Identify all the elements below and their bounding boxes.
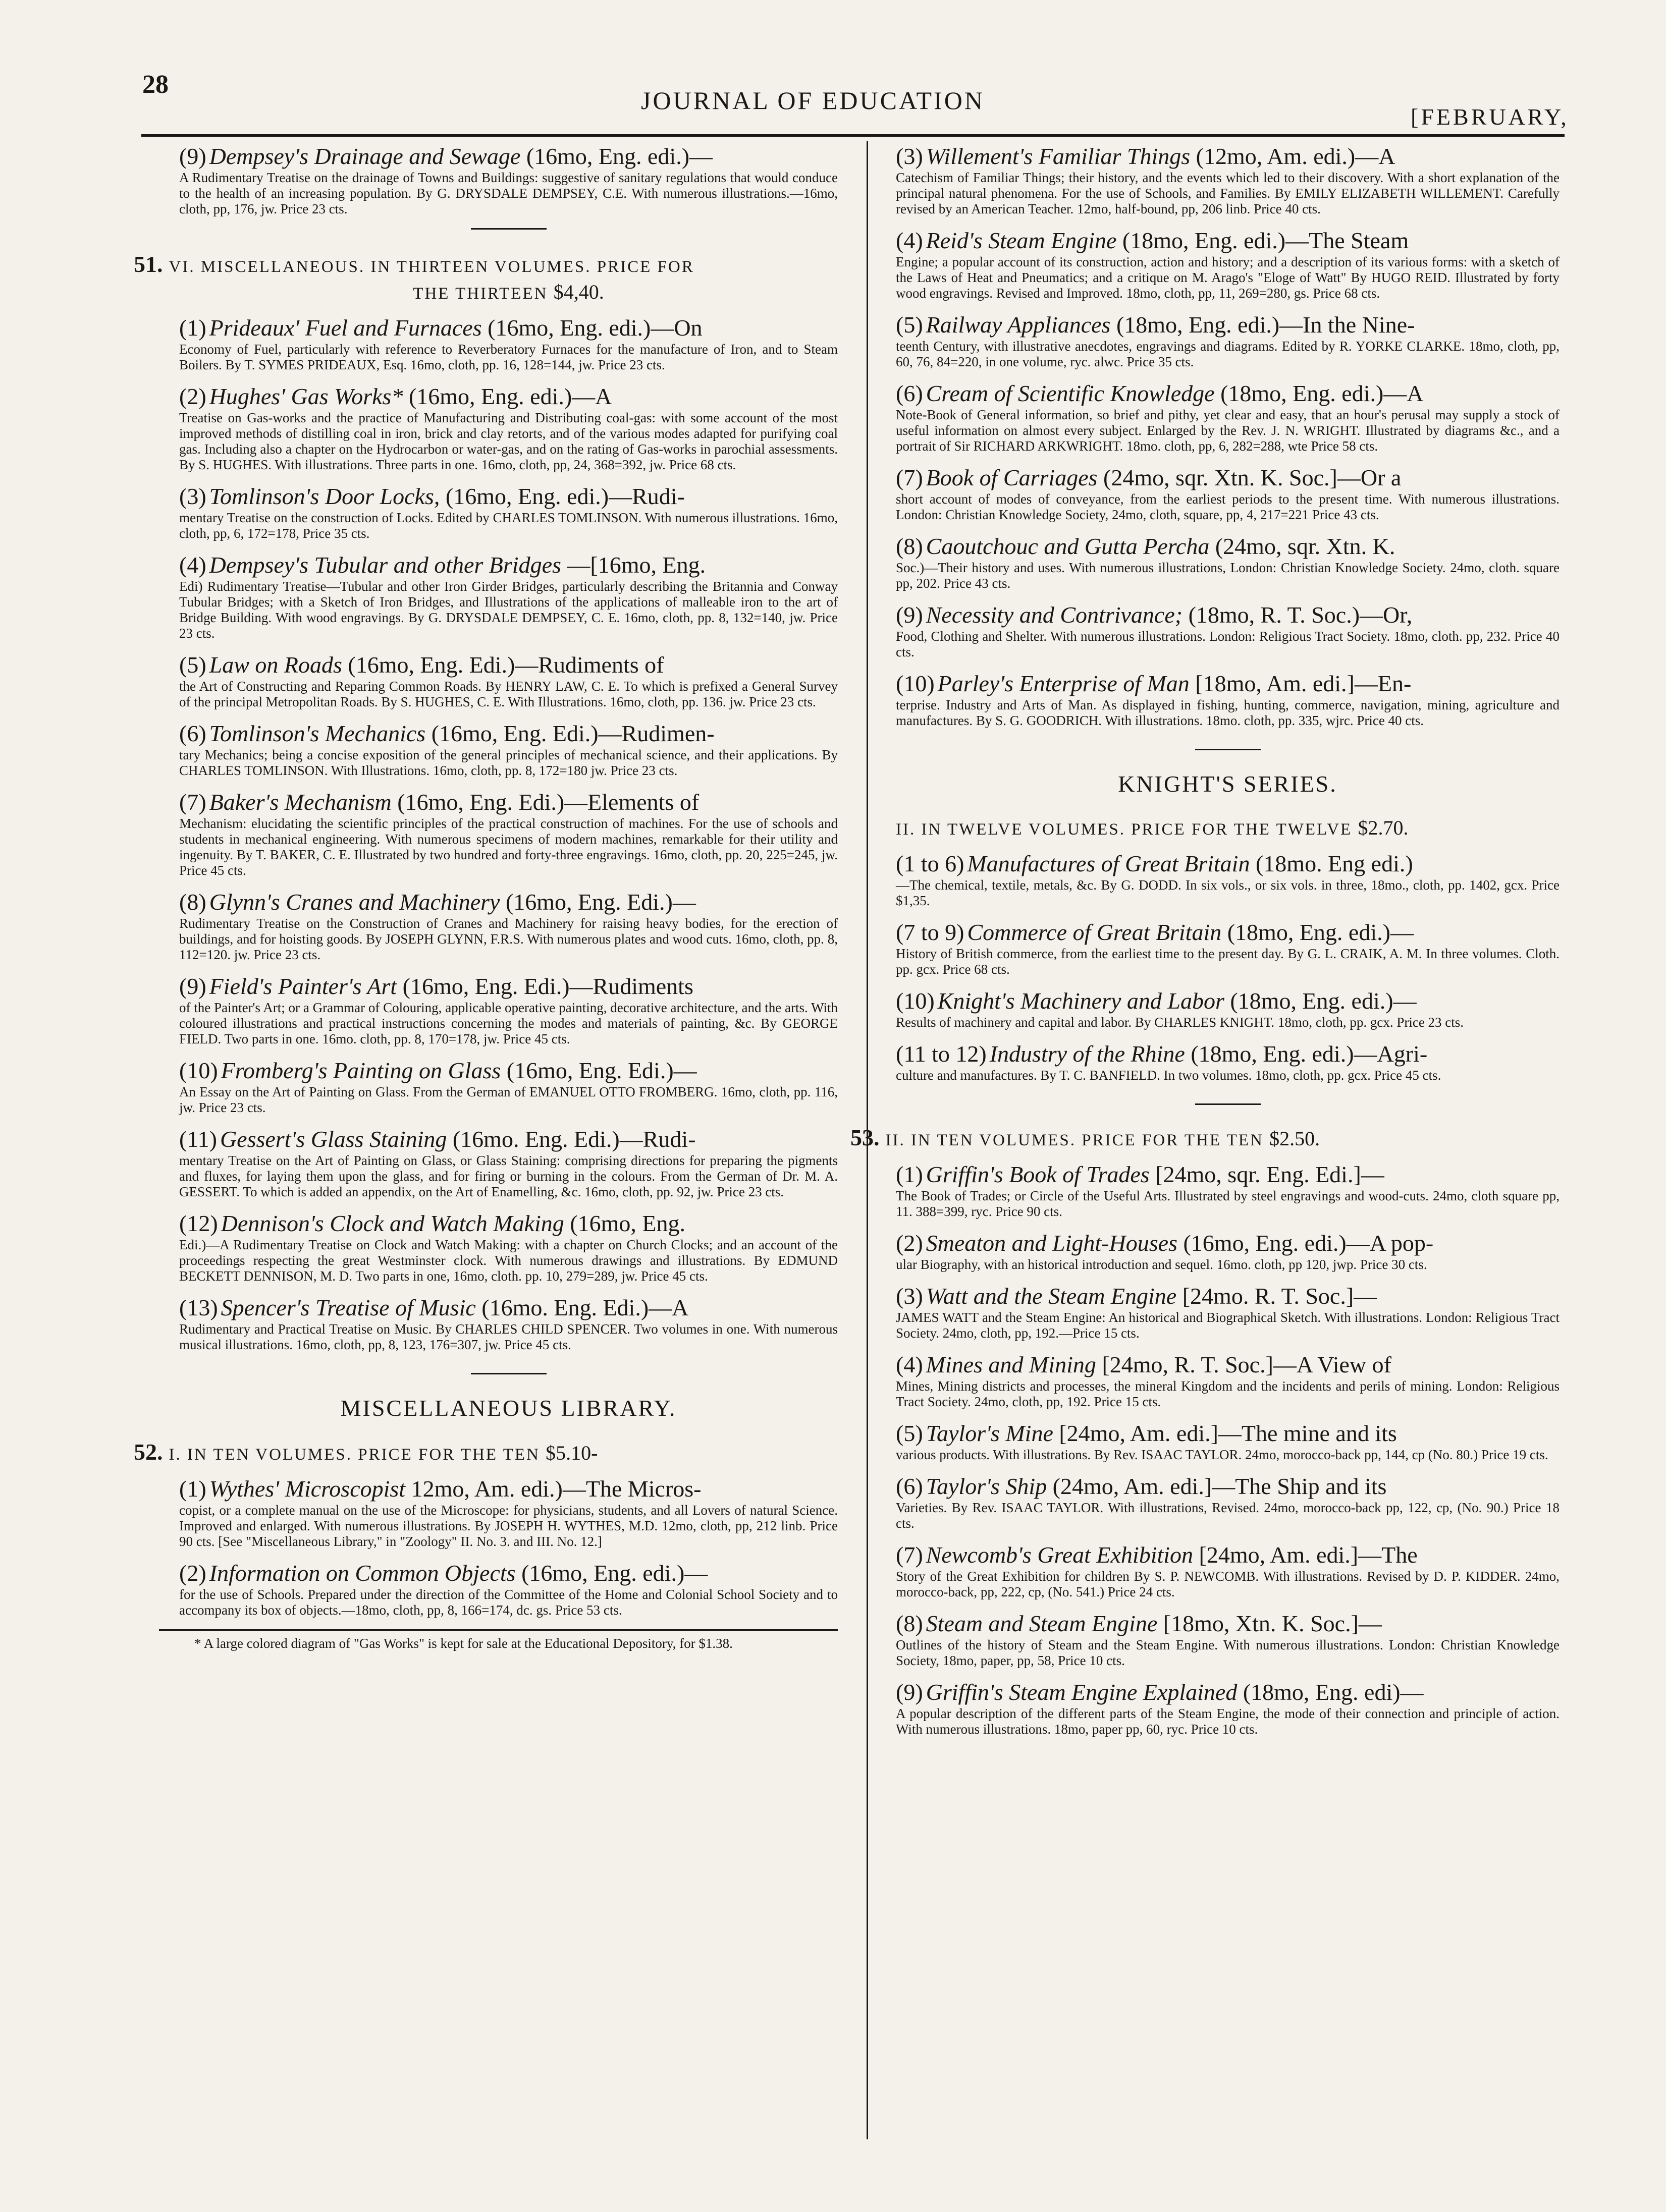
entry-format: (18mo, Eng. edi.)—The Steam [1122, 228, 1409, 253]
entry-title: Caoutchouc and Gutta Percha [926, 533, 1210, 559]
entry-number: (10) [179, 1058, 218, 1083]
page-number: 28 [142, 70, 169, 99]
entry-heading [896, 1680, 1560, 1705]
entry-format: (16mo. Eng. Edi.)—Rudi- [452, 1126, 696, 1152]
entry-number: (8) [896, 533, 923, 559]
right-column [850, 143, 1560, 2162]
entry-number: (7) [896, 1542, 923, 1568]
section-heading-52 [134, 1440, 838, 1467]
section-price: $2.50. [1269, 1127, 1320, 1150]
entry-heading [896, 312, 1560, 338]
entry-heading [179, 144, 838, 169]
entry-description: Note-Book of General information, so brief and pithy, yet clear and easy, that an hour's perusal may supply a stock of useful information on almost every subject. Enlarged by the Rev. J. N. WRIGHT. Illustrated by diagrams &c., and a portrait of Sir RICHARD ARKWRIGHT. 18mo. cloth, pp, 6, 282=288, wte Price 58 cts. [896, 407, 1560, 454]
entry-heading [896, 671, 1560, 696]
section-price: $4,40. [553, 281, 604, 303]
entry-number: (9) [896, 1679, 923, 1705]
section-price: $2.70. [1358, 816, 1409, 839]
section-heading-line1: VI. MISCELLANEOUS. IN THIRTEEN VOLUMES. PRICE FOR [169, 258, 694, 276]
catalogue-entry [179, 1127, 838, 1200]
entry-description: A Rudimentary Treatise on the drainage of Towns and Buildings: suggestive of sanitary regulations that would conduce to the health of an increasing population. By G. DRYSDALE DEMPSEY, C.E. With numerous illustrations.—16mo, cloth, pp, 176, jw. Price 23 cts. [179, 170, 838, 216]
entry-number: (2) [179, 383, 206, 409]
entry-number: (1) [179, 315, 206, 341]
entry-format: (16mo, Eng. Edi.)— [505, 889, 696, 915]
entry-heading [896, 534, 1560, 559]
entry-description: —The chemical, textile, metals, &c. By G. DODD. In six vols., or six vols. in three, 18mo., cloth, pp. 1402, gcx. Price $1,35. [896, 877, 1560, 908]
catalogue-entry [179, 1058, 838, 1116]
entry-description: Rudimentary and Practical Treatise on Music. By CHARLES CHILD SPENCER. Two volumes in one. With numerous musical illustrations. 16mo, cloth, pp, 8, 123, 176=307, jw. Price 45 cts. [179, 1321, 838, 1352]
entry-heading [896, 1041, 1560, 1067]
catalogue-entry [179, 721, 838, 779]
catalogue-entry [896, 1162, 1560, 1220]
entry-title: Prideaux' Fuel and Furnaces [209, 315, 482, 341]
entry-description: for the use of Schools. Prepared under the direction of the Committee of the Home and Colonial School Society and to accompany its box of objects.—18mo, cloth, pp, 8, 166=174, dc. gs. Price 53 cts. [179, 1587, 838, 1618]
entry-number: (10) [896, 988, 935, 1014]
entry-number: (7) [896, 465, 923, 490]
entry-number: (12) [179, 1210, 218, 1236]
entry-description: Varieties. By Rev. ISAAC TAYLOR. With illustrations, Revised. 24mo, morocco-back pp, 122, cp, (No. 90.) Price 18 cts. [896, 1500, 1560, 1531]
entry-format: (16mo, Eng. Edi.)—Rudiments [402, 973, 693, 999]
entry-heading [179, 721, 838, 746]
knights-entries [896, 851, 1560, 1083]
entry-title: Book of Carriages [926, 465, 1098, 490]
entry-description: mentary Treatise on the construction of Locks. Edited by CHARLES TOMLINSON. With numerous illustrations. 16mo, cloth, pp, 6, 172=178, Price 35 cts. [179, 510, 838, 541]
entry-heading [896, 1421, 1560, 1446]
entry-description: teenth Century, with illustrative anecdotes, engravings and diagrams. Edited by R. YORKE CLARKE. 18mo, cloth, pp, 60, 76, 84=220, in one volume, ryc. alwc. Price 35 cts. [896, 339, 1560, 369]
catalogue-entry [896, 228, 1560, 301]
entry-description: Story of the Great Exhibition for children By S. P. NEWCOMB. With illustrations. Revised by D. P. KIDDER. 24mo, morocco-back, pp, 222, cp, (No. 541.) Price 24 cts. [896, 1569, 1560, 1599]
entry-number: (4) [896, 1352, 923, 1377]
entry-title: Glynn's Cranes and Machinery [209, 889, 500, 915]
entry-title: Cream of Scientific Knowledge [926, 380, 1215, 406]
entry-heading [179, 1561, 838, 1586]
catalogue-entry [896, 988, 1560, 1030]
entry-heading [896, 851, 1560, 876]
entry-description: Engine; a popular account of its construction, action and history; and a description of its various forms: with a sketch of the Laws of Heat and Pneumatics; and a critique on M. Arago's "Eloge of Watt" By HUGO REID. Illustrated by forty wood engravings. Revised and Improved. 18mo, cloth, pp, 11, 269=280, gs. Price 68 cts. [896, 254, 1560, 301]
entry-title: Commerce of Great Britain [967, 919, 1222, 945]
entry-title: Spencer's Treatise of Music [221, 1295, 476, 1320]
entry-format: —[16mo, Eng. [567, 552, 706, 578]
entry-description: Economy of Fuel, particularly with reference to Reverberatory Furnaces for the manufacture of Iron, and to Steam Boilers. By T. SYMES PRIDEAUX, Esq. 16mo, cloth, pp. 16, 128=144, jw. Price 23 cts. [179, 342, 838, 372]
entry-number: (9) [896, 602, 923, 628]
entry-heading [896, 602, 1560, 628]
header-rule [141, 134, 1565, 137]
entry-description: Food, Clothing and Shelter. With numerous illustrations. London: Religious Tract Society. 18mo, cloth. pp, 232. Price 40 cts. [896, 629, 1560, 659]
catalogue-entry [896, 1611, 1560, 1669]
catalogue-entry [896, 1421, 1560, 1463]
right-top-entries [896, 144, 1560, 729]
catalogue-entry [896, 1284, 1560, 1341]
entry-format: (16mo, Eng. edi.)—A [408, 383, 612, 409]
entry-heading [179, 890, 838, 915]
entry-number: (9) [179, 973, 206, 999]
catalogue-entry [896, 1680, 1560, 1737]
entry-heading [896, 1474, 1560, 1499]
catalogue-entry [896, 144, 1560, 217]
entry-number: (3) [179, 483, 206, 509]
entry-description: Results of machinery and capital and labor. By CHARLES KNIGHT. 18mo, cloth, pp. gcx. Price 23 cts. [896, 1015, 1464, 1030]
catalogue-entry [179, 790, 838, 878]
entry-format: (24mo, sqr. Xtn. K. [1215, 533, 1395, 559]
entry-description: tary Mechanics; being a concise exposition of the general principles of mechanical science, and their applications. By CHARLES TOMLINSON. With Illustrations. 16mo, cloth, pp. 8, 172=180 jw. Price 23 cts. [179, 747, 838, 778]
section-heading-knights [896, 815, 1560, 842]
footnote: * A large colored diagram of "Gas Works" is kept for sale at the Educational Depository, for $1.38. [194, 1636, 733, 1651]
entry-heading [179, 790, 838, 815]
entry-description: terprise. Industry and Arts of Man. As displayed in fishing, hunting, commerce, navigation, mining, agriculture and manufactures. By S. G. GOODRICH. With illustrations. 18mo. cloth, pp. 335, wjrc. Price 40 cts. [896, 697, 1560, 728]
entry-description: JAMES WATT and the Steam Engine: An historical and Biographical Sketch. With illustrations. London: Religious Tract Society. 24mo, cloth, pp, 192.—Price 15 cts. [896, 1310, 1560, 1341]
entry-title: Manufactures of Great Britain [967, 851, 1250, 876]
knights-series-title: KNIGHT'S SERIES. [1118, 771, 1337, 797]
entry-number: (5) [179, 652, 206, 678]
catalogue-entry [896, 1474, 1560, 1531]
entry-format: [24mo, Am. edi.]—The [1199, 1542, 1418, 1568]
catalogue-entry [179, 652, 838, 710]
catalogue-entry [896, 851, 1560, 909]
entry-number: (10) [896, 671, 935, 696]
entry-description: Outlines of the history of Steam and the Steam Engine. With numerous illustrations. London: Christian Knowledge Society, 18mo, paper, pp, 58, Price 10 cts. [896, 1637, 1560, 1668]
entry-number: (1) [896, 1162, 923, 1187]
entry-description: A popular description of the different parts of the Steam Engine, the mode of their connection and principle of action. With numerous illustrations. 18mo, paper pp, 60, ryc. Price 10 cts. [896, 1706, 1560, 1737]
entry-title: Mines and Mining [926, 1352, 1096, 1377]
entry-title: Baker's Mechanism [209, 789, 392, 815]
entry-heading [179, 1295, 838, 1320]
entry-heading [896, 1231, 1560, 1256]
entry-title: Industry of the Rhine [989, 1041, 1185, 1067]
entry-format: (18mo, Eng. edi)— [1243, 1679, 1424, 1705]
entry-description: culture and manufactures. By T. C. BANFIELD. In two volumes. 18mo, cloth, pp. gcx. Price 45 cts. [896, 1068, 1441, 1083]
short-rule [1195, 1103, 1261, 1105]
entry-description: Mechanism: elucidating the scientific principles of the practical construction of machines. For the use of schools and students in mechanical engineering. With numerous specimens of modern machines, remarkable for their utility and ingenuity. By T. BAKER, C. E. Illustrated by two hundred and forty-three engravings. 16mo, cloth, pp. 20, 225=245, jw. Price 45 cts. [179, 816, 838, 878]
entry-format: (18mo, R. T. Soc.)—Or, [1188, 602, 1413, 628]
catalogue-entry [896, 465, 1560, 523]
entry-heading [179, 1127, 838, 1152]
entry-format: [24mo, R. T. Soc.]—A View of [1102, 1352, 1391, 1377]
running-month: [FEBRUARY, [1411, 104, 1569, 130]
entry-title: Tomlinson's Mechanics [209, 721, 426, 746]
entry-description: Edi) Rudimentary Treatise—Tubular and other Iron Girder Bridges, particularly describing the Britannia and Conway Tubular Bridges; with a Sketch of Iron Bridges, and Illustrations of the applications of malleable iron to the art of Bridge Building. With wood engravings. By G. DRYSDALE DEMPSEY, C. E. 16mo, cloth, pp. 8, 132=140, jw. Price 23 cts. [179, 579, 838, 641]
entry-heading [179, 652, 838, 678]
entry-format: (16mo, Eng. Edi.)—Rudimen- [431, 721, 715, 746]
misc-library-title: MISCELLANEOUS LIBRARY. [340, 1395, 677, 1421]
entry-title: Newcomb's Great Exhibition [926, 1542, 1194, 1568]
entry-description: An Essay on the Art of Painting on Glass. From the German of EMANUEL OTTO FROMBERG. 16mo, cloth, pp. 116, jw. Price 23 cts. [179, 1084, 838, 1115]
entry-heading [179, 1476, 838, 1502]
short-rule [1195, 749, 1261, 750]
entry-title: Gessert's Glass Staining [220, 1126, 447, 1152]
section-number: 53. [850, 1125, 880, 1150]
catalogue-entry [896, 381, 1560, 454]
entry-number: (2) [179, 1560, 206, 1586]
entry-title: Field's Painter's Art [209, 973, 397, 999]
entry-format: (16mo, Eng. edi.)—On [488, 315, 703, 341]
entry-description: Rudimentary Treatise on the Construction of Cranes and Machinery for raising heavy bodies, for the erection of buildings, and for hoisting goods. By JOSEPH GLYNN, F.R.S. With numerous plates and wood cuts. 16mo, cloth, pp. 8, 112=120. jw. Price 23 cts. [179, 916, 838, 962]
entry-number: (4) [179, 552, 206, 578]
entry-title: Watt and the Steam Engine [926, 1283, 1177, 1309]
entry-title: Griffin's Book of Trades [926, 1162, 1150, 1187]
catalogue-entry [179, 1295, 838, 1353]
entry-heading [896, 1542, 1560, 1568]
left-column [134, 143, 838, 2162]
entry-title: Fromberg's Painting on Glass [221, 1058, 501, 1083]
catalogue-entry [179, 144, 838, 217]
entry-format: (16mo, Eng. edi.)—A pop- [1183, 1230, 1434, 1256]
entry-heading [896, 920, 1560, 945]
entry-title: Railway Appliances [926, 312, 1111, 338]
entry-description: Treatise on Gas-works and the practice of Manufacturing and Distributing coal-gas: with some account of the most improved methods of distilling coal in iron, brick and clay retorts, and of the various modes adapted for purifying coal gas. Including also a chapter on the Hydrocarbon or water-gas, and on the rating of Gas-works in parochial assessments. By S. HUGHES. With illustrations. Three parts in one. 16mo, cloth, pp, 24, 368=392, jw. Price 68 cts. [179, 410, 838, 472]
entry-description: various products. With illustrations. By Rev. ISAAC TAYLOR. 24mo, morocco-back pp, 144, cp (No. 80.) Price 19 cts. [896, 1447, 1548, 1462]
catalogue-entry [179, 890, 838, 963]
entry-format: (16mo. Eng. Edi.)—A [481, 1295, 689, 1320]
catalogue-entry [179, 1476, 838, 1550]
entry-format: (18mo, Eng. edi.)— [1227, 919, 1414, 945]
catalogue-entry [179, 484, 838, 541]
catalogue-entry [179, 315, 838, 373]
entry-format: (18mo, Eng. edi.)—In the Nine- [1116, 312, 1415, 338]
catalogue-entry [179, 552, 838, 641]
entry-title: Dempsey's Drainage and Sewage [209, 143, 521, 169]
entry-description: The Book of Trades; or Circle of the Useful Arts. Illustrated by steel engravings and wood-cuts. 24mo, cloth square pp, 11. 388=399, ryc. Price 90 cts. [896, 1188, 1560, 1219]
section-heading-line1: I. IN TEN VOLUMES. PRICE FOR THE TEN [169, 1446, 540, 1464]
entry-heading [179, 1058, 838, 1083]
entry-heading [896, 381, 1560, 406]
section-53-entries [896, 1162, 1560, 1737]
entry-heading [179, 1211, 838, 1236]
section-heading-line2 [134, 280, 838, 306]
journal-title: JOURNAL OF EDUCATION [641, 86, 985, 115]
entry-heading [179, 384, 838, 409]
catalogue-entry [896, 534, 1560, 591]
section-51-entries [179, 315, 838, 1353]
entry-description: Mines, Mining districts and processes, the mineral Kingdom and the incidents and perils of mining. London: Religious Tract Society. 24mo, cloth, pp, 192. Price 15 cts. [896, 1378, 1560, 1409]
entry-heading [179, 484, 838, 509]
entry-number: (8) [896, 1611, 923, 1636]
entry-format: (16mo, Eng. edi.)—Rudi- [445, 483, 685, 509]
entry-description: ular Biography, with an historical introduction and sequel. 16mo. cloth, pp 120, jwp. Price 30 cts. [896, 1257, 1427, 1272]
entry-number: (9) [179, 143, 206, 169]
entry-format: (18mo, Eng. edi.)—A [1220, 380, 1424, 406]
entry-title: Necessity and Contrivance; [926, 602, 1183, 628]
entry-heading [896, 1611, 1560, 1636]
entry-format: (16mo, Eng. Edi.)—Rudiments of [348, 652, 664, 678]
entry-title: Taylor's Ship [926, 1473, 1047, 1499]
entry-title: Parley's Enterprise of Man [937, 671, 1190, 696]
entry-format: (18mo, Eng. edi.)— [1230, 988, 1417, 1014]
entry-description: mentary Treatise on the Art of Painting on Glass, or Glass Staining: comprising directions for preparing the pigments and fluxes, for laying them upon the glass, and for firing or burning in the colours. From the German of Dr. M. A. GESSERT. To which is added an appendix, on the Art of Enamelling, &c. 16mo, cloth, pp. 92, jw. Price 23 cts. [179, 1153, 838, 1199]
entry-format: [24mo. R. T. Soc.]— [1182, 1283, 1377, 1309]
section-heading-line1: II. IN TEN VOLUMES. PRICE FOR THE TEN [885, 1131, 1264, 1149]
entry-format: (24mo, sqr. Xtn. K. Soc.]—Or a [1103, 465, 1402, 490]
entry-number: (5) [896, 1420, 923, 1446]
section-number: 52. [134, 1439, 163, 1465]
entry-description: the Art of Constructing and Reparing Common Roads. By HENRY LAW, C. E. To which is prefixed a General Survey of the principal Metropolitan Roads. By S. HUGHES, C. E. With Illustrations. 16mo, cloth, pp. 136. jw. Price 23 cts. [179, 679, 838, 709]
entry-title: Steam and Steam Engine [926, 1611, 1158, 1636]
entry-description: Catechism of Familiar Things; their history, and the events which led to their discovery. With a short explanation of the principal natural phenomena. For the use of Schools, and Families. By EMILY ELIZABETH WILLEMENT. Carefully revised by an American Teacher. 12mo, half-bound, pp, 206 linb. Price 40 cts. [896, 170, 1560, 216]
entry-description: copist, or a complete manual on the use of the Microscope: for physicians, students, and all Lovers of natural Science. Improved and enlarged. With numerous illustrations. By JOSEPH H. WYTHES, M.D. 12mo, cloth, pp, 212 linb. Price 90 cts. [See "Miscellaneous Library," in "Zoology" II. No. 3. and III. No. 12.] [179, 1503, 838, 1549]
entry-format: [18mo, Xtn. K. Soc.]— [1163, 1611, 1382, 1636]
section-52-entries [179, 1476, 838, 1618]
entry-format: (16mo, Eng. Edi.)— [506, 1058, 697, 1083]
entry-number: (4) [896, 228, 923, 253]
entry-title: Knight's Machinery and Labor [937, 988, 1224, 1014]
entry-heading [896, 1284, 1560, 1309]
catalogue-entry [896, 1542, 1560, 1600]
entry-number: (8) [179, 889, 206, 915]
section-heading-51 [134, 252, 838, 306]
entry-title: Tomlinson's Door Locks, [209, 483, 440, 509]
entry-heading [896, 228, 1560, 253]
section-heading-line2-text: THE THIRTEEN [413, 285, 548, 303]
catalogue-entry [896, 671, 1560, 729]
entry-number: (6) [896, 1473, 923, 1499]
left-top-entries [179, 144, 838, 217]
entry-number: (7) [179, 789, 206, 815]
entry-format: (12mo, Am. edi.)—A [1196, 143, 1395, 169]
entry-number: (3) [896, 1283, 923, 1309]
footnote-rule [159, 1629, 838, 1631]
entry-description: Edi.)—A Rudimentary Treatise on Clock and Watch Making: with a chapter on Church Clocks; and an account of the proceedings respecting the great Westminster clock. With numerous drawings and illustrations. By EDMUND BECKETT DENNISON, M. D. Two parts in one, 16mo, cloth. pp. 10, 279=289, jw. Price 45 cts. [179, 1237, 838, 1284]
entry-heading [896, 988, 1560, 1014]
entry-heading [896, 1162, 1560, 1187]
entry-title: Smeaton and Light-Houses [926, 1230, 1177, 1256]
entry-number: (1) [179, 1476, 206, 1502]
entry-title: Wythes' Microscopist [209, 1476, 406, 1502]
entry-format: (18mo. Eng edi.) [1255, 851, 1413, 876]
entry-number: (11) [179, 1126, 217, 1152]
entry-format: (16mo, Eng. Edi.)—Elements of [397, 789, 700, 815]
entry-title: Hughes' Gas Works* [209, 383, 403, 409]
entry-number: (3) [896, 143, 923, 169]
entry-heading [896, 144, 1560, 169]
catalogue-entry [896, 920, 1560, 977]
entry-title: Taylor's Mine [926, 1420, 1053, 1446]
entry-number: (7 to 9) [896, 919, 964, 945]
entry-title: Reid's Steam Engine [926, 228, 1117, 253]
catalogue-entry [896, 602, 1560, 660]
entry-format: 12mo, Am. edi.)—The Micros- [411, 1476, 702, 1502]
entry-title: Dempsey's Tubular and other Bridges [209, 552, 561, 578]
entry-number: (6) [179, 721, 206, 746]
catalogue-entry [896, 1352, 1560, 1410]
entry-heading [179, 315, 838, 341]
entry-heading [179, 552, 838, 578]
entry-format: (16mo, Eng. edi.)— [521, 1560, 708, 1586]
entry-format: (16mo, Eng. [570, 1210, 686, 1236]
entry-number: (5) [896, 312, 923, 338]
section-price: $5.10- [546, 1442, 598, 1464]
catalogue-entry [896, 1041, 1560, 1083]
entry-number: (13) [179, 1295, 218, 1320]
entry-description: short account of modes of conveyance, from the earliest periods to the present time. With numerous illustrations. London: Christian Knowledge Society, 24mo, cloth, square, pp, 4, 217=221 Price 43 cts. [896, 491, 1560, 522]
entry-format: (24mo, Am. edi.]—The Ship and its [1052, 1473, 1387, 1499]
short-rule [471, 1373, 547, 1374]
entry-format: [18mo, Am. edi.]—En- [1195, 671, 1412, 696]
entry-description: History of British commerce, from the earliest time to the present day. By G. L. CRAIK, A. M. In three volumes. Cloth. pp. gcx. Price 68 cts. [896, 946, 1560, 977]
entry-format: [24mo, Am. edi.]—The mine and its [1059, 1420, 1397, 1446]
entry-title: Griffin's Steam Engine Explained [926, 1679, 1238, 1705]
section-heading-53 [850, 1125, 1560, 1153]
entry-heading [896, 1352, 1560, 1377]
section-number: 51. [134, 251, 163, 277]
entry-format: (16mo, Eng. edi.)— [526, 143, 713, 169]
catalogue-entry [179, 1211, 838, 1284]
section-heading-line1: II. IN TWELVE VOLUMES. PRICE FOR THE TWELVE [896, 820, 1353, 839]
entry-heading [896, 465, 1560, 490]
entry-title: Dennison's Clock and Watch Making [221, 1210, 564, 1236]
catalogue-entry [179, 1561, 838, 1618]
entry-title: Willement's Familiar Things [926, 143, 1191, 169]
catalogue-entry [179, 974, 838, 1047]
entry-description: of the Painter's Art; or a Grammar of Colouring, applicable operative painting, decorative architecture, and the arts. With coloured illustrations and practical instructions concerning the modes and materials of painting, &c. By GEORGE FIELD. Two parts in one. 16mo. cloth, pp. 8, 170=178, jw. Price 45 cts. [179, 1000, 838, 1046]
short-rule [471, 228, 547, 230]
entry-number: (1 to 6) [896, 851, 964, 876]
entry-heading [179, 974, 838, 999]
entry-title: Law on Roads [209, 652, 342, 678]
entry-format: [24mo, sqr. Eng. Edi.]— [1155, 1162, 1384, 1187]
entry-title: Information on Common Objects [209, 1560, 516, 1586]
catalogue-entry [896, 312, 1560, 370]
entry-number: (2) [896, 1230, 923, 1256]
catalogue-entry [179, 384, 838, 473]
entry-description: Soc.)—Their history and uses. With numerous illustrations, London: Christian Knowledge Society. 24mo, cloth. square pp, 202. Price 43 cts. [896, 560, 1560, 591]
entry-number: (6) [896, 380, 923, 406]
catalogue-entry [896, 1231, 1560, 1273]
entry-number: (11 to 12) [896, 1041, 987, 1067]
entry-format: (18mo, Eng. edi.)—Agri- [1191, 1041, 1428, 1067]
